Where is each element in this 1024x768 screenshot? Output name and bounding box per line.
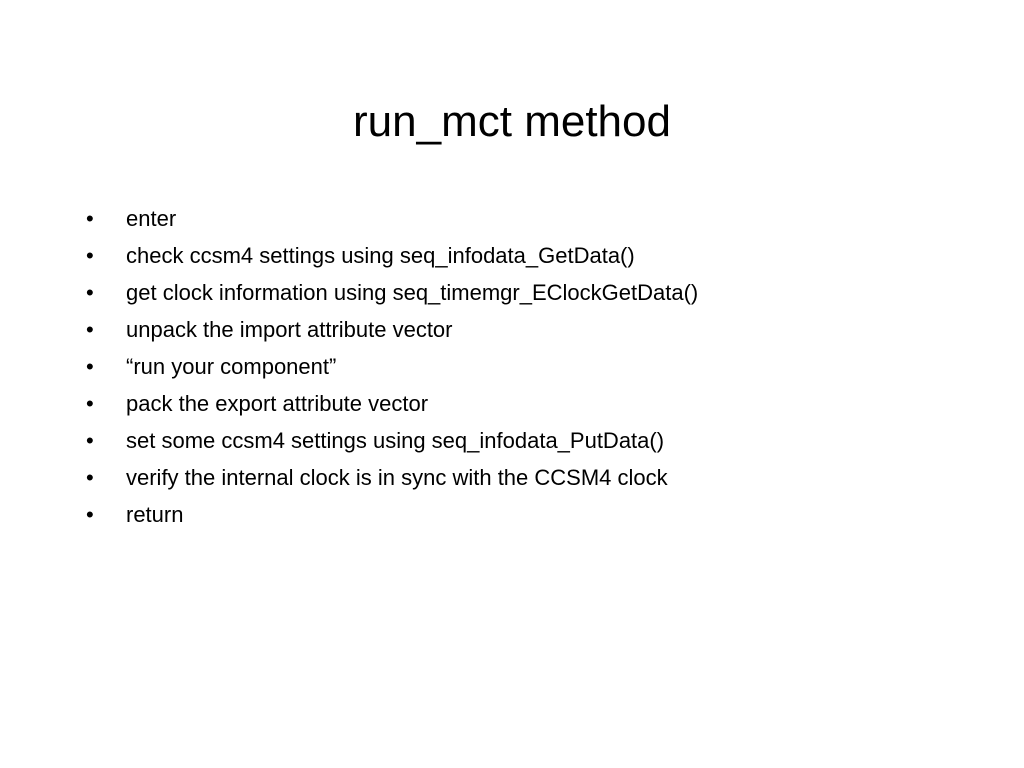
bullet-icon: •: [86, 465, 94, 490]
bullet-text: check ccsm4 settings using seq_infodata_GetData(): [126, 243, 635, 268]
bullet-text: enter: [126, 206, 177, 231]
bullet-text: “run your component”: [126, 354, 337, 379]
bullet-text: return: [126, 502, 184, 527]
bullet-icon: •: [86, 280, 94, 305]
bullet-text: pack the export attribute vector: [126, 391, 429, 416]
bullet-icon: •: [86, 243, 94, 268]
bullet-text: set some ccsm4 settings using seq_infodata_PutData(): [126, 428, 665, 453]
bullet-icon: •: [86, 502, 94, 527]
bullet-text: get clock information using seq_timemgr_EClockGetData(): [126, 280, 699, 305]
bullet-icon: •: [86, 206, 94, 231]
bullet-icon: •: [86, 354, 94, 379]
slide-title: run_mct method: [353, 97, 671, 146]
bullet-text: unpack the import attribute vector: [126, 317, 453, 342]
bullet-text: verify the internal clock is in sync with the CCSM4 clock: [126, 465, 668, 490]
bullet-icon: •: [86, 428, 94, 453]
bullet-icon: •: [86, 317, 94, 342]
bullet-icon: •: [86, 391, 94, 416]
